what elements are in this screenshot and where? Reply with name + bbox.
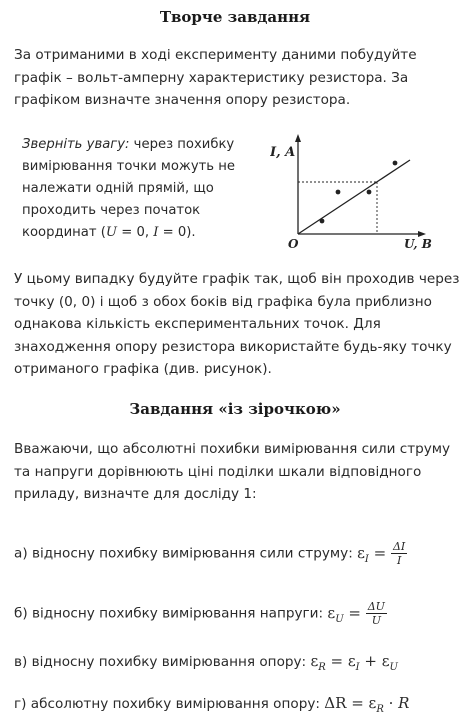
formula-a: $\varepsilon_I$ = $\frac{\Delta I}{I}$ — [357, 540, 406, 567]
vac-graph — [270, 130, 450, 250]
section-title: Творче завдання — [159, 8, 311, 26]
item-d-text: г) абсолютну похибку вимірювання опору: — [14, 696, 320, 712]
item-c-text: в) відносну похибку вимірювання опору: — [14, 654, 307, 670]
formula-b: $\varepsilon_U$ = $\frac{\Delta U}{U}$ — [327, 600, 385, 627]
item-c — [14, 652, 398, 673]
data-point — [320, 219, 325, 224]
formula-d: $\Delta R = \varepsilon_R \cdot R$ — [324, 694, 410, 715]
fit-line — [298, 160, 410, 234]
note-lead: Зверніть увагу: — [22, 137, 130, 152]
data-point — [393, 161, 398, 166]
coord-u: U — [105, 225, 118, 240]
formula-c: $\varepsilon_R = \varepsilon_I + \varepsilon_U$ — [310, 652, 398, 673]
y-axis-arrow — [295, 134, 301, 142]
item-b-text: б) відносну похибку вимірювання напруги: — [14, 605, 324, 622]
note-text: через похибку вимірювання точки можуть не належати одній прямій, що проходить через початок координат ( — [22, 137, 236, 240]
coord-i-val: = 0). — [158, 225, 196, 240]
item-a-text: а) відносну похибку вимірювання сили струму: — [14, 545, 353, 562]
paragraph-3: Вважаючи, що абсолютні похибки вимірювання сили струму та напруги дорівнюють ціні поділки шкали відповідного приладу, визначте для досліду 1: — [14, 441, 451, 502]
x-axis-label: U, B — [404, 237, 432, 250]
star-task-title: Завдання «із зірочкою» — [129, 400, 341, 418]
coord-i: I — [153, 225, 159, 240]
item-b — [14, 600, 387, 627]
y-axis-label: I, A — [270, 145, 296, 160]
intro-paragraph: За отриманими в ході експерименту даними побудуйте графік – вольт-амперну характеристику резистора. За графіком визначте значення опору резистора. — [14, 47, 417, 108]
item-d — [14, 694, 409, 715]
coord-u-val: = 0, — [117, 225, 154, 240]
item-a — [14, 540, 407, 567]
origin-label: O — [288, 237, 299, 250]
data-point — [336, 190, 341, 195]
note-block — [22, 134, 260, 244]
data-point — [367, 190, 372, 195]
paragraph-2: У цьому випадку будуйте графік так, щоб він проходив через точку (0, 0) і щоб з обох боків від графіка була приблизно однакова кількість експериментальних точок. Для знаходження опору резистора використайте будь-яку точку отриманого графіка (див. рисунок). — [14, 271, 460, 377]
